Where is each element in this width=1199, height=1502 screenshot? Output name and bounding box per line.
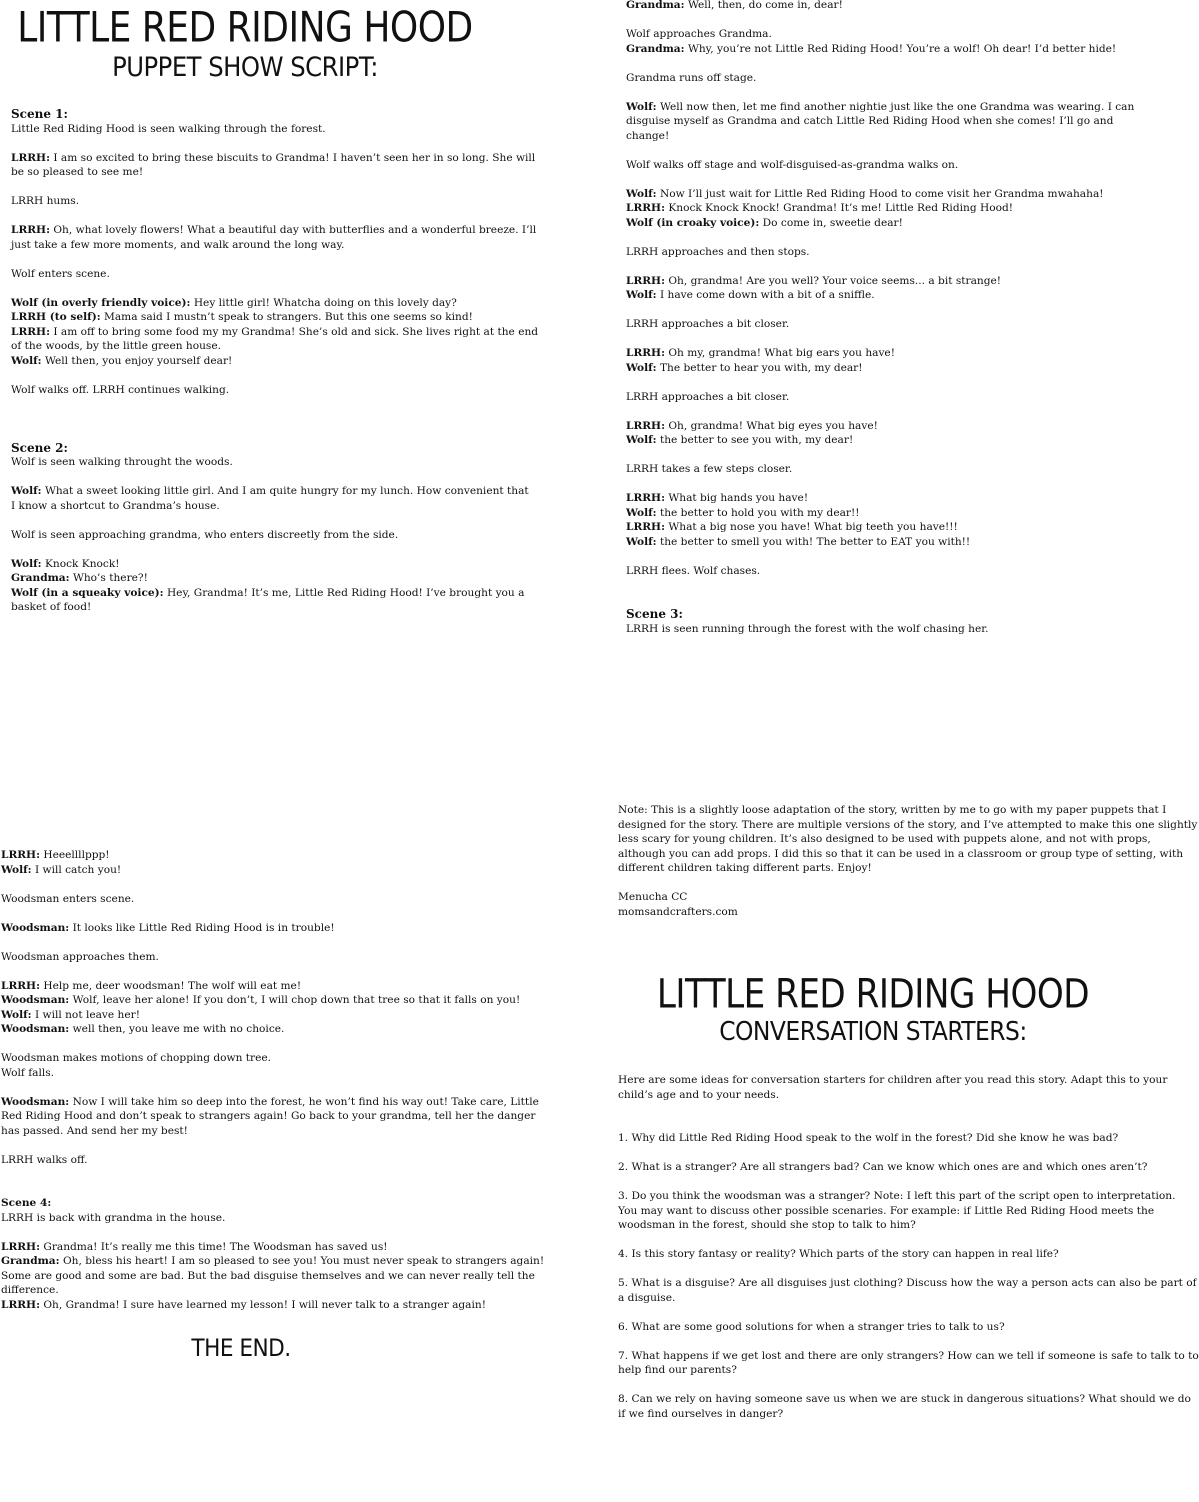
line-text: the better to see you with, my dear! <box>656 434 854 446</box>
scene-heading: Scene 3: <box>626 607 683 621</box>
note-line: Note: This is a slightly loose adaptation of the story, written by me to go with my paper puppets that I <box>618 804 1167 816</box>
script-lines-3 <box>1 848 545 1312</box>
stage-direction <box>1 1211 481 1226</box>
dialogue-line <box>626 520 1096 535</box>
stage-direction <box>11 600 479 615</box>
stage-direction <box>626 564 1096 579</box>
speaker-label: Wolf: <box>626 535 657 548</box>
line-text: Wolf falls. <box>1 1066 55 1079</box>
line-text: Why, you’re not Little Red Riding Hood! You’re a wolf! Oh dear! I’d better hide! <box>684 42 1117 55</box>
conversation-title: LITTLE RED RIDING HOOD <box>656 970 1090 1018</box>
blank-line <box>11 136 479 151</box>
speaker-label: Wolf (in a squeaky voice): <box>11 586 164 599</box>
speaker-label: Grandma: <box>1 1255 60 1267</box>
stage-direction <box>11 455 479 470</box>
dialogue-line <box>11 354 479 369</box>
line-text: Grandma! It’s really me this time! The Woodsman has saved us! <box>39 1240 388 1253</box>
blank-line <box>626 230 1096 245</box>
notes-and-conversation <box>618 803 1199 1421</box>
line-text: Now I’ll just wait for Little Red Riding Hood to come visit her Grandma mwahaha! <box>656 187 1104 200</box>
script-page-3 <box>1 848 545 1362</box>
blank-line <box>11 368 479 383</box>
blank-line <box>626 172 1096 187</box>
line-text: LRRH is back with grandma in the house. <box>1 1211 226 1224</box>
stage-direction <box>11 194 479 209</box>
line-text: What a sweet looking little girl. And I am quite hungry for my lunch. How convenient that <box>41 485 529 497</box>
note-line: different children taking different parts. Enjoy! <box>618 862 872 874</box>
line-text: LRRH approaches a bit closer. <box>626 318 790 330</box>
blank-line <box>11 542 479 557</box>
line-text: I will not leave her! <box>31 1008 140 1021</box>
dialogue-line <box>626 535 1096 550</box>
blank-line <box>626 13 1096 28</box>
speaker-label: Woodsman: <box>1 1023 70 1035</box>
speaker-label: Wolf: <box>626 100 657 113</box>
speaker-label: Grandma: <box>626 42 685 55</box>
dialogue-line <box>11 586 525 601</box>
conversation-line: if we find ourselves in danger? <box>618 1407 784 1420</box>
dialogue-line <box>1 993 521 1008</box>
blank-line <box>1 935 481 950</box>
speaker-label: Woodsman: <box>1 1095 70 1108</box>
dialogue-line <box>1 1095 539 1110</box>
stage-direction <box>626 158 1096 173</box>
blank-line <box>618 1305 1128 1320</box>
stage-direction <box>11 499 479 514</box>
blank-line <box>618 1334 1128 1349</box>
line-text: Hey, Grandma! It’s me, Little Red Riding Hood! I’ve brought you a <box>163 586 525 599</box>
conversation-line: 8. Can we rely on having someone save us when we are stuck in dangerous situations? What should we do <box>618 1393 1191 1405</box>
conversation-line: Here are some ideas for conversation starters for children after you read this story. Adapt this to your <box>618 1074 1168 1086</box>
line-text: I am off to bring some food my my Grandma! She’s old and sick. She lives right at the end <box>49 325 539 338</box>
conversation-line: woodsman in the forest, should she stop to talk to him? <box>618 1219 916 1231</box>
dialogue-line <box>626 433 1096 448</box>
conversation-line: 4. Is this story fantasy or reality? Which parts of the story can happen in real life? <box>618 1248 1059 1260</box>
stage-direction <box>1 1066 481 1081</box>
dialogue-line <box>626 361 1096 376</box>
line-text: LRRH is seen running through the forest with the wolf chasing her. <box>626 622 989 635</box>
script-lines-1 <box>11 107 539 615</box>
dialogue-line <box>626 216 1096 231</box>
dialogue-line <box>11 310 479 325</box>
note-line: less scary for young children. It’s also designed to be used with puppets alone, and not with props, <box>618 833 1151 845</box>
conversation-subtitle: CONVERSATION STARTERS: <box>719 1017 1027 1047</box>
line-text: Mama said I mustn’t speak to strangers. But this one seems so kind! <box>100 311 473 323</box>
blank-line <box>626 549 1096 564</box>
line-text: disguise myself as Grandma and catch Little Red Riding Hood when she comes! I’ll go and <box>626 115 1114 127</box>
line-text: change! <box>626 129 670 142</box>
the-end-heading: THE END. <box>191 1334 291 1362</box>
blank-line <box>618 1175 1128 1190</box>
stage-direction <box>1 950 481 965</box>
dialogue-line <box>11 325 539 340</box>
blank-line <box>626 593 1096 608</box>
blank-line <box>618 1233 1128 1248</box>
speaker-label: LRRH: <box>626 347 665 359</box>
line-text: The better to hear you with, my dear! <box>656 361 863 374</box>
line-text: the better to smell you with! The better to EAT you with!! <box>656 535 971 548</box>
line-text: I will catch you! <box>31 863 122 876</box>
line-text: Oh, grandma! What big eyes you have! <box>664 419 878 432</box>
speaker-label: Wolf: <box>626 187 657 200</box>
speaker-label: Woodsman: <box>1 921 70 934</box>
speaker-label: Wolf: <box>11 485 42 497</box>
dialogue-line <box>1 1298 486 1313</box>
conversation-line: 1. Why did Little Red Riding Hood speak to the wolf in the forest? Did she know he was bad? <box>618 1132 1119 1144</box>
speaker-label: LRRH: <box>626 202 665 214</box>
line-text: Oh, grandma! Are you well? Your voice seems... a bit strange! <box>664 274 1002 287</box>
speaker-label: LRRH (to self): <box>11 311 101 323</box>
conversation-line: a disguise. <box>618 1291 676 1304</box>
conversation-line: 6. What are some good solutions for when a stranger tries to talk to us? <box>618 1320 1005 1333</box>
speaker-label: Wolf: <box>1 863 32 876</box>
dialogue-line <box>1 1240 481 1255</box>
line-text: Wolf approaches Grandma. <box>626 28 772 40</box>
dialogue-line <box>1 1254 545 1269</box>
stage-direction <box>626 27 1096 42</box>
dialogue-line <box>11 223 537 238</box>
author-note <box>618 803 1198 919</box>
stage-direction <box>1 892 481 907</box>
line-text: Help me, deer woodsman! The wolf will eat me! <box>39 979 302 992</box>
blank-line <box>626 578 1096 593</box>
stage-direction <box>11 528 479 543</box>
dialogue-line <box>626 201 1096 216</box>
blank-line <box>11 180 479 195</box>
blank-line <box>11 281 479 296</box>
stage-direction <box>626 114 1114 129</box>
speaker-label: Wolf: <box>11 354 42 367</box>
line-text: Woodsman enters scene. <box>1 892 135 905</box>
dialogue-line <box>11 484 529 499</box>
stage-direction <box>11 238 479 253</box>
speaker-label: LRRH: <box>1 849 40 861</box>
note-line: designed for the story. There are multiple versions of the story, and I’ve attempted to make this one slightly <box>618 818 1198 831</box>
conversation-lines <box>618 1073 1199 1421</box>
script-page-2 <box>626 0 1135 636</box>
stage-direction <box>626 390 1096 405</box>
dialogue-line <box>11 571 479 586</box>
speaker-label: Wolf: <box>626 289 657 301</box>
dialogue-line <box>11 557 479 572</box>
stage-direction <box>11 165 479 180</box>
blank-line <box>626 404 1096 419</box>
line-text: the better to hold you with my dear!! <box>656 506 860 519</box>
line-text: Grandma runs off stage. <box>626 71 757 84</box>
line-text: Wolf walks off stage and wolf-disguised-as-grandma walks on. <box>626 158 959 171</box>
script-page-1 <box>11 3 539 615</box>
speaker-label: Wolf: <box>626 506 657 519</box>
stage-direction <box>626 462 1096 477</box>
blank-line <box>618 1378 1128 1393</box>
stage-direction <box>1 1124 481 1139</box>
blank-line <box>1 1138 481 1153</box>
stage-direction <box>1 1109 536 1124</box>
line-text: Oh, what lovely flowers! What a beautiful day with butterflies and a wonderful breeze. I’ll <box>49 224 537 236</box>
line-text: Woodsman makes motions of chopping down tree. <box>1 1052 271 1064</box>
line-text: It looks like Little Red Riding Hood is in trouble! <box>69 921 335 934</box>
dialogue-line <box>626 346 1096 361</box>
blank-line <box>626 332 1096 347</box>
speaker-label: Woodsman: <box>1 994 70 1006</box>
line-text: LRRH approaches and then stops. <box>626 245 810 258</box>
blank-line <box>626 375 1096 390</box>
blank-line <box>626 477 1096 492</box>
blank-line <box>1 1182 481 1197</box>
blank-line <box>626 448 1096 463</box>
dialogue-line <box>626 100 1135 115</box>
blank-line <box>11 426 479 441</box>
dialogue-line <box>626 491 1096 506</box>
blank-line <box>626 143 1096 158</box>
line-text: LRRH approaches a bit closer. <box>626 390 790 403</box>
speaker-label: LRRH: <box>1 1298 40 1311</box>
blank-line <box>626 56 1096 71</box>
speaker-label: LRRH: <box>11 325 50 338</box>
line-text: Little Red Riding Hood is seen walking through the forest. <box>11 122 326 135</box>
speaker-label: Wolf: <box>626 361 657 374</box>
blank-line <box>618 1117 1128 1132</box>
script-lines-2 <box>626 0 1135 636</box>
stage-direction <box>626 71 1096 86</box>
dialogue-line <box>1 921 481 936</box>
dialogue-line <box>1 848 481 863</box>
speaker-label: Wolf (in croaky voice): <box>626 216 760 229</box>
speaker-label: LRRH: <box>11 151 50 164</box>
note-line: although you can add props. I did this so that it can be used in a classroom or group type of setting, with <box>618 847 1184 860</box>
conversation-line: help find our parents? <box>618 1364 737 1376</box>
speaker-label: LRRH: <box>626 492 665 504</box>
speaker-label: LRRH: <box>1 1240 40 1253</box>
blank-line <box>626 259 1096 274</box>
dialogue-line <box>626 187 1104 202</box>
dialogue-line <box>1 1008 481 1023</box>
line-text: has passed. And send her my best! <box>1 1124 188 1137</box>
blank-line <box>11 397 479 412</box>
conversation-line: 5. What is a disguise? Are all disguises just clothing? Discuss how the way a person acts can also be part of <box>618 1277 1197 1289</box>
line-text: Oh, bless his heart! I am so pleased to see you! You must never speak to strangers again! <box>59 1255 545 1267</box>
dialogue-line <box>626 288 1096 303</box>
line-text: just take a few more moments, and walk around the long way. <box>11 238 345 251</box>
speaker-label: Grandma: <box>11 572 70 584</box>
line-text: Well, then, do come in, dear! <box>684 0 843 11</box>
speaker-label: Wolf: <box>626 434 657 446</box>
conversation-line: You may want to discuss other possible scenaries. For example: if Little Red Riding Hood meets the <box>618 1204 1155 1217</box>
dialogue-line <box>626 419 1096 434</box>
blank-line <box>618 1102 1128 1117</box>
dialogue-line <box>1 1022 481 1037</box>
scene-heading: Scene 1: <box>11 107 68 121</box>
blank-line <box>626 303 1096 318</box>
stage-direction <box>626 317 1096 332</box>
dialogue-line <box>626 0 1096 13</box>
blank-line <box>626 85 1096 100</box>
line-text: I have come down with a bit of a sniffle. <box>656 289 875 301</box>
stage-direction <box>626 129 1096 144</box>
speaker-label: LRRH: <box>11 224 50 236</box>
line-text: Do come in, sweetie dear! <box>759 216 903 229</box>
scene-heading: Scene 2: <box>11 440 68 455</box>
dialogue-line <box>11 151 536 166</box>
line-text: What a big nose you have! What big teeth you have!!! <box>664 521 958 533</box>
dialogue-line <box>1 863 481 878</box>
speaker-label: LRRH: <box>626 274 665 287</box>
line-text: Red Riding Hood and don’t speak to strangers again! Go back to your grandma, tell her the danger <box>1 1110 536 1122</box>
line-text: LRRH flees. Wolf chases. <box>626 564 761 577</box>
stage-direction <box>1 1283 481 1298</box>
speaker-label: Wolf: <box>11 557 42 570</box>
speaker-label: LRRH: <box>1 979 40 992</box>
speaker-label: Wolf (in overly friendly voice): <box>11 296 191 309</box>
blank-line <box>1 1167 481 1182</box>
blank-line <box>1 906 481 921</box>
conversation-line: 2. What is a stranger? Are all strangers bad? Can we know which ones are and which ones aren’t? <box>618 1161 1148 1173</box>
dialogue-line <box>626 506 1096 521</box>
blank-line <box>1 1225 481 1240</box>
line-text: Oh my, grandma! What big ears you have! <box>664 347 895 359</box>
line-text: basket of food! <box>11 601 92 613</box>
speaker-label: LRRH: <box>626 419 665 432</box>
blank-line <box>1 877 481 892</box>
line-text: Knock Knock Knock! Grandma! It’s me! Little Red Riding Hood! <box>664 202 1013 214</box>
blank-line <box>11 412 479 427</box>
speaker-label: LRRH: <box>626 521 665 533</box>
speaker-label: Grandma: <box>626 0 685 11</box>
stage-direction <box>1 1153 481 1168</box>
scene-heading: Scene 4: <box>1 1197 52 1209</box>
stage-direction <box>626 245 1096 260</box>
stage-direction <box>1 1051 481 1066</box>
line-text: I am so excited to bring these biscuits to Grandma! I haven’t seen her in so long. She will <box>49 151 536 164</box>
dialogue-line <box>626 42 1117 57</box>
line-text: I know a shortcut to Grandma’s house. <box>11 499 220 512</box>
stage-direction <box>11 122 479 137</box>
line-text: Hey little girl! Whatcha doing on this lovely day? <box>190 296 457 309</box>
dialogue-line <box>626 274 1096 289</box>
line-text: Wolf walks off. LRRH continues walking. <box>11 383 230 396</box>
line-text: Wolf enters scene. <box>11 267 110 280</box>
line-text: Well now then, let me find another nightie just like the one Grandma was wearing. I can <box>656 100 1135 113</box>
blank-line <box>1 964 481 979</box>
line-text: be so pleased to see me! <box>11 166 144 178</box>
line-text: Wolf is seen approaching grandma, who enters discreetly from the side. <box>11 528 399 541</box>
blank-line <box>11 513 479 528</box>
line-text: of the woods, by the little green house. <box>11 340 221 352</box>
blank-line <box>618 1146 1128 1161</box>
page-subtitle: PUPPET SHOW SCRIPT: <box>112 52 378 83</box>
dialogue-line <box>1 979 481 994</box>
line-text: difference. <box>1 1284 59 1296</box>
line-text: LRRH walks off. <box>1 1153 88 1166</box>
line-text: Wolf, leave her alone! If you don’t, I will chop down that tree so that it falls on you! <box>69 994 521 1006</box>
speaker-label: Wolf: <box>1 1008 32 1021</box>
line-text: well then, you leave me with no choice. <box>69 1023 285 1035</box>
line-text: Who’s there?! <box>69 572 148 584</box>
line-text: Knock Knock! <box>41 557 120 570</box>
blank-line <box>11 209 479 224</box>
conversation-line: child’s age and to your needs. <box>618 1088 780 1101</box>
conversation-line: 7. What happens if we get lost and there are only strangers? How can we tell if someone is safe to talk to to <box>618 1349 1199 1362</box>
stage-direction <box>11 383 479 398</box>
stage-direction <box>626 622 1096 637</box>
line-text: LRRH takes a few steps closer. <box>626 463 793 475</box>
dialogue-line <box>11 296 479 311</box>
line-text: Heeellllppp! <box>39 849 110 861</box>
line-text: What big hands you have! <box>664 492 809 504</box>
conversation-line: 3. Do you think the woodsman was a stranger? Note: I left this part of the script open to interpretation. <box>618 1190 1176 1202</box>
line-text: Now I will take him so deep into the forest, he won’t find his way out! Take care, Little <box>69 1095 539 1108</box>
blank-line <box>618 1262 1128 1277</box>
note-line: momsandcrafters.com <box>618 905 738 918</box>
blank-line <box>1 1080 481 1095</box>
blank-line <box>11 470 479 485</box>
stage-direction <box>1 1269 535 1284</box>
stage-direction <box>11 339 479 354</box>
blank-line <box>1 1037 481 1052</box>
note-line: Menucha CC <box>618 891 688 903</box>
line-text: Oh, Grandma! I sure have learned my lesson! I will never talk to a stranger again! <box>39 1298 486 1311</box>
line-text: Some are good and some are bad. But the bad disguise themselves and we can never really tell the <box>1 1269 535 1282</box>
line-text: Wolf is seen walking throught the woods. <box>11 456 233 468</box>
blank-line <box>618 876 1128 891</box>
stage-direction <box>11 267 479 282</box>
line-text: LRRH hums. <box>11 195 80 207</box>
line-text: Well then, you enjoy yourself dear! <box>41 354 233 367</box>
line-text: Woodsman approaches them. <box>1 950 159 963</box>
blank-line <box>11 252 479 267</box>
page-title: LITTLE RED RIDING HOOD <box>17 3 473 53</box>
